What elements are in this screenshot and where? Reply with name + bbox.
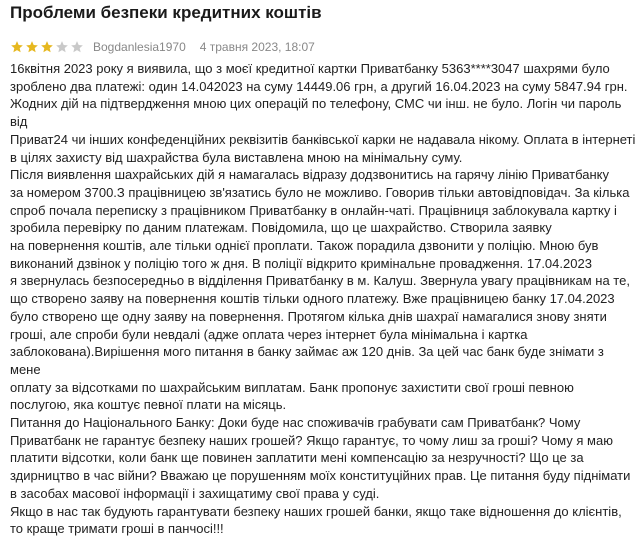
star-icon	[40, 40, 54, 54]
star-icon	[55, 40, 69, 54]
review-paragraph: 16квітня 2023 року я виявила, що з моєї кредитної картки Приватбанку 5363****3047 шахрями було зроблено два платежі: один 14.042023 на суму 14449.06 грн, а другий 16.04.2023 на суму 5847.94 грн. Жодних дій на підтвердження мною цих операцій по телефону, СМС чи інш. не було. Логін чи пароль від Приват24 чи інших конфеденційних реквізитів банківської карки не надавала нікому. Оплата в інтернеті в цілях захисту від шахрайства була виставлена мною на мінімальну суму.	[10, 61, 636, 165]
review-paragraph: Після виявлення шахрайських дій я намагалась відразу додзвонитись на гарячу лінію Приватбанку за номером 3700.З працівницею зв'язатись було не можливо. Говорив тільки автовідповідач. За кілька спроб почала переписку з працівником Приватбанку в онлайн-чаті. Працівниця заблокувала картку і зробила перевірку по даним платежам. Повідомила, що це шахрайство. Створила заявку на повернення коштів, але тільки однієї проплати. Також порадила дзвонити у поліцію. Мною був виконаний дзвінок у поліцію того ж дня. В поліції відкрито кримінальне провадження. 17.04.2023 я звернулась безпосередньо в відділення Приватбанку в м. Калуш. Звернула увагу працівникам на те, що створено заяву на повернення коштів тільки одного платежу. Вже працівницею банку 17.04.2023 було створено ще одну заяву на повернення. Протягом кілька днів шахраї намагалися знову зняти гроші, але спроби були невдалі (адже оплата через інтернет була мінімальна і картка заблокована).Вирішення мого питання в банку займає аж 120 днів. За цей час банк буде знімати з мене оплату за відсотками по шахрайським виплатам. Банк пропонує захистити свої гроші певною послугою, яка коштує певної плати на місяць.	[10, 167, 630, 413]
review-paragraph: Якщо в нас так будують гарантувати безпеку наших грошей банки, якщо таке відношення до клієнтів, то краще тримати гроші в панчосі!!!	[10, 503, 622, 537]
review-paragraph: Питання до Національного Банку: Доки буде нас споживачів грабувати сам Приватбанк? Чому Приватбанк не гарантує безпеку наших грошей? Якщо гарантує, то чому лиш за гроші? Чому я маю платити відсотки, коли банк ще повинен заплатити мені компенсацію за незручності? Що це за здирництво в час війни? Вважаю це порушенням моїх конституційних прав. Це питання буду піднімати в засобах масової інформації і захищатиму свої права у суді.	[10, 415, 631, 501]
review-date: 4 травня 2023, 18:07	[199, 40, 315, 54]
review-title: Проблеми безпеки кредитних коштів	[10, 3, 322, 22]
star-icon	[25, 40, 39, 54]
review-author[interactable]: Bogdanlesia1970	[93, 40, 186, 54]
star-icon	[70, 40, 84, 54]
star-icon	[10, 40, 24, 54]
review-body	[10, 60, 638, 538]
star-rating	[10, 40, 85, 54]
review-meta	[10, 36, 638, 58]
